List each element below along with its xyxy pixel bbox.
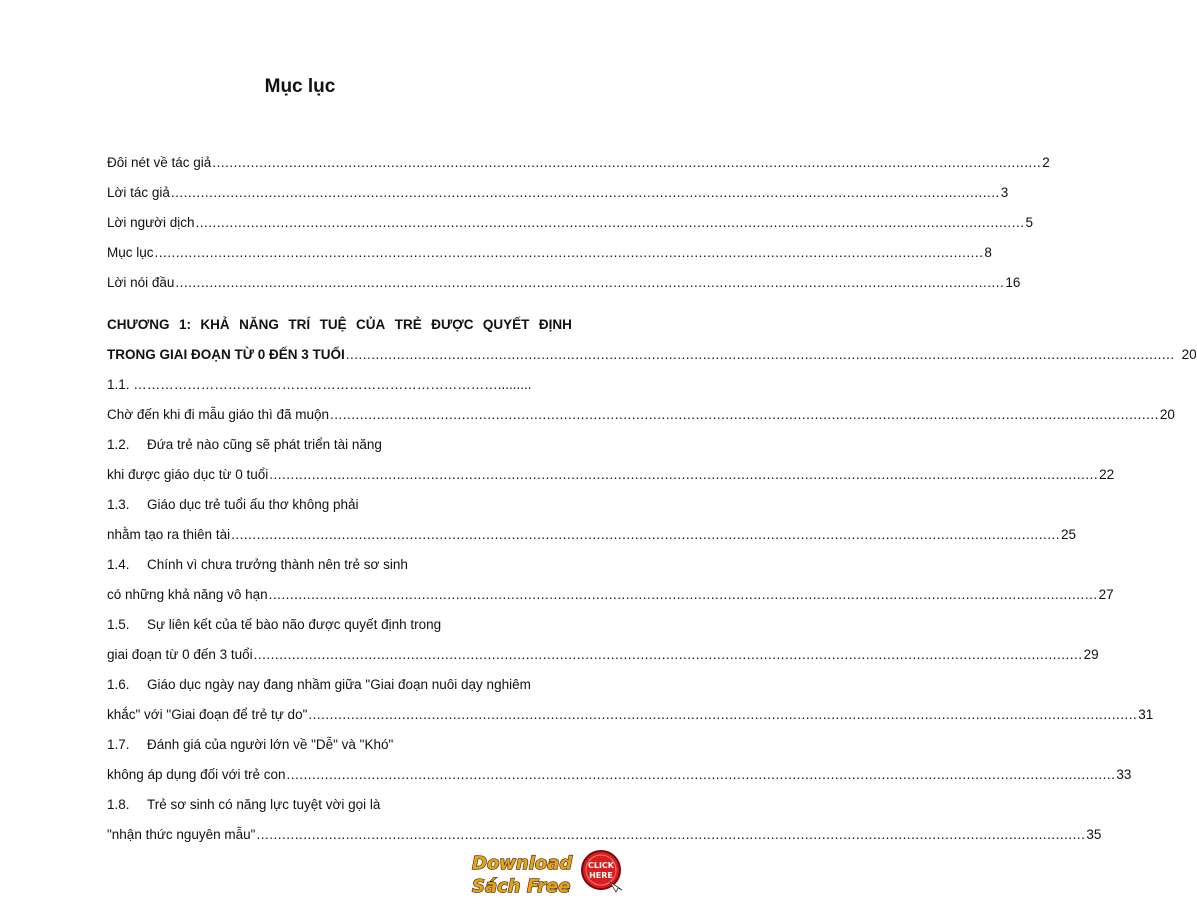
toc-entry-page: 31 (1138, 707, 1154, 722)
toc-entry[interactable] (107, 238, 992, 268)
section-heading[interactable] (107, 730, 572, 760)
badge-line-2: Sách Free (472, 876, 571, 897)
section-heading-text: Trẻ sơ sinh có năng lực tuyệt vời gọi là (147, 797, 381, 812)
cut-off-line (107, 820, 1102, 842)
section-number: 1.6. (107, 677, 130, 692)
section-number: 1.8. (107, 797, 130, 812)
section-heading-text: Đứa trẻ nào cũng sẽ phát triển tài năng (147, 437, 382, 452)
section-heading-text: Giáo dục ngày nay đang nhầm giữa "Giai đoạn nuôi dạy nghiêm (147, 677, 531, 692)
chapter-heading-word: 1: (178, 317, 191, 332)
toc-entry-page: 3 (1000, 185, 1009, 200)
toc-entry-page: 5 (1025, 215, 1033, 230)
toc-entry-page: 33 (1116, 767, 1132, 782)
dot-leader (269, 460, 1098, 490)
section-number: 1.5. (107, 617, 130, 632)
chapter-heading-word: CHƯƠNG (107, 317, 170, 332)
toc-entry-page: 16 (1005, 275, 1021, 290)
dot-leader (286, 760, 1115, 790)
chapter-heading-line[interactable] (107, 310, 572, 340)
click-label: CLICK (587, 861, 615, 870)
toc-entry-page: 20 (1159, 407, 1175, 422)
click-here-icon[interactable] (582, 851, 622, 892)
cursor-icon (610, 882, 622, 892)
toc-entry[interactable] (107, 640, 1099, 670)
section-heading[interactable] (107, 550, 572, 580)
toc-entry[interactable] (107, 268, 1021, 298)
chapter-heading-word: ĐƯỢC (431, 317, 474, 332)
section-heading[interactable] (107, 370, 572, 400)
section-number: 1.1. (107, 377, 130, 392)
dot-leader (256, 820, 1085, 850)
toc-entry-page: 22 (1099, 467, 1115, 482)
toc-entry[interactable] (107, 148, 1050, 178)
dot-leader (269, 580, 1098, 610)
section-heading-text: Giáo dục trẻ tuổi ấu thơ không phải (147, 497, 359, 512)
section-heading-text: Chính vì chưa trưởng thành nên trẻ sơ sinh (147, 557, 408, 572)
dot-leader (308, 700, 1137, 730)
toc-entry[interactable] (107, 520, 1077, 550)
toc-entry-title: Mục lục (107, 245, 154, 260)
toc-entry[interactable] (107, 400, 1175, 430)
toc-entry-title: nhằm tạo ra thiên tài (107, 527, 231, 542)
dot-leader (231, 520, 1060, 550)
page-title: Mục lục (264, 76, 336, 97)
dot-leader (196, 208, 1025, 238)
chapter-title: TRONG GIAI ĐOẠN TỪ 0 ĐẾN 3 TUỔI (107, 347, 345, 362)
chapter-heading-word: TUỆ (319, 317, 347, 332)
chapter-page: 20 (1181, 347, 1197, 362)
dot-leader (346, 340, 1175, 370)
toc-entry[interactable] (107, 820, 1102, 850)
toc-entry-title: Lời tác giả (107, 185, 170, 200)
chapter-heading-word: ĐỊNH (538, 317, 572, 332)
section-heading[interactable] (107, 670, 572, 700)
section-heading-text: Sự liên kết của tế bào não được quyết định trong (147, 617, 442, 632)
chapter-heading-word: KHẢ (200, 317, 230, 332)
chapter-heading-word: TRẺ (394, 317, 422, 332)
chapter-heading-word: NĂNG (239, 317, 279, 332)
section-heading[interactable] (107, 430, 572, 460)
here-label: HERE (589, 871, 613, 880)
section-heading[interactable] (107, 490, 572, 520)
toc-entry-title: có những khả năng vô hạn (107, 587, 268, 602)
toc-entry-page: 35 (1086, 827, 1102, 842)
dot-leader (171, 178, 1000, 208)
toc-entry-page: 25 (1060, 527, 1077, 542)
toc-entry[interactable] (107, 580, 1114, 610)
toc-entry[interactable] (107, 700, 1154, 730)
dot-leader (254, 640, 1083, 670)
toc-entry-title: không áp dụng đối với trẻ con (107, 767, 286, 782)
dot-leader (330, 400, 1159, 430)
toc-entry-title: giai đoạn từ 0 đến 3 tuổi (107, 647, 253, 662)
dot-leader (175, 268, 1004, 298)
toc-entry-title: Lời người dịch (107, 215, 195, 230)
chapter-heading-word: TRÍ (288, 317, 311, 332)
toc-entry-title: khắc" với "Giai đoạn để trẻ tự do" (107, 707, 308, 722)
section-number: 1.3. (107, 497, 130, 512)
section-heading[interactable] (107, 790, 572, 820)
toc-entry-title: Lời nói đầu (107, 275, 175, 290)
toc-entry[interactable] (107, 760, 1132, 790)
dot-leader (155, 238, 984, 268)
toc-entry[interactable] (107, 178, 1009, 208)
toc-entry-title: "nhận thức nguyên mẫu" (107, 827, 256, 842)
dot-leader (212, 148, 1041, 178)
chapter-heading-entry[interactable] (107, 340, 1197, 370)
toc-entry[interactable] (107, 460, 1115, 490)
section-heading[interactable] (107, 610, 572, 640)
toc-entry-title: Đôi nét về tác giả (107, 155, 212, 170)
toc-entry[interactable] (107, 208, 1033, 238)
section-heading-text: Đánh giá của người lớn về "Dễ" và "Khó" (147, 737, 394, 752)
toc-entry-title: khi được giáo dục từ 0 tuổi (107, 467, 269, 482)
toc-entry-page: 8 (984, 245, 992, 260)
section-number: 1.2. (107, 437, 130, 452)
toc-entry-page: 29 (1083, 647, 1099, 662)
table-of-contents (107, 148, 1197, 842)
section-number: 1.4. (107, 557, 130, 572)
download-badge[interactable] (468, 848, 628, 898)
chapter-heading-word: QUYẾT (482, 317, 530, 332)
toc-entry-title: Chờ đến khi đi mẫu giáo thì đã muộn (107, 407, 329, 422)
toc-entry-page: 27 (1098, 587, 1114, 602)
badge-line-1: Download (472, 853, 573, 874)
dot-leader: ………………………………………………………………………......... (133, 377, 532, 392)
section-number: 1.7. (107, 737, 130, 752)
chapter-heading-word: CỦA (356, 317, 386, 332)
toc-entry-page: 2 (1042, 155, 1050, 170)
